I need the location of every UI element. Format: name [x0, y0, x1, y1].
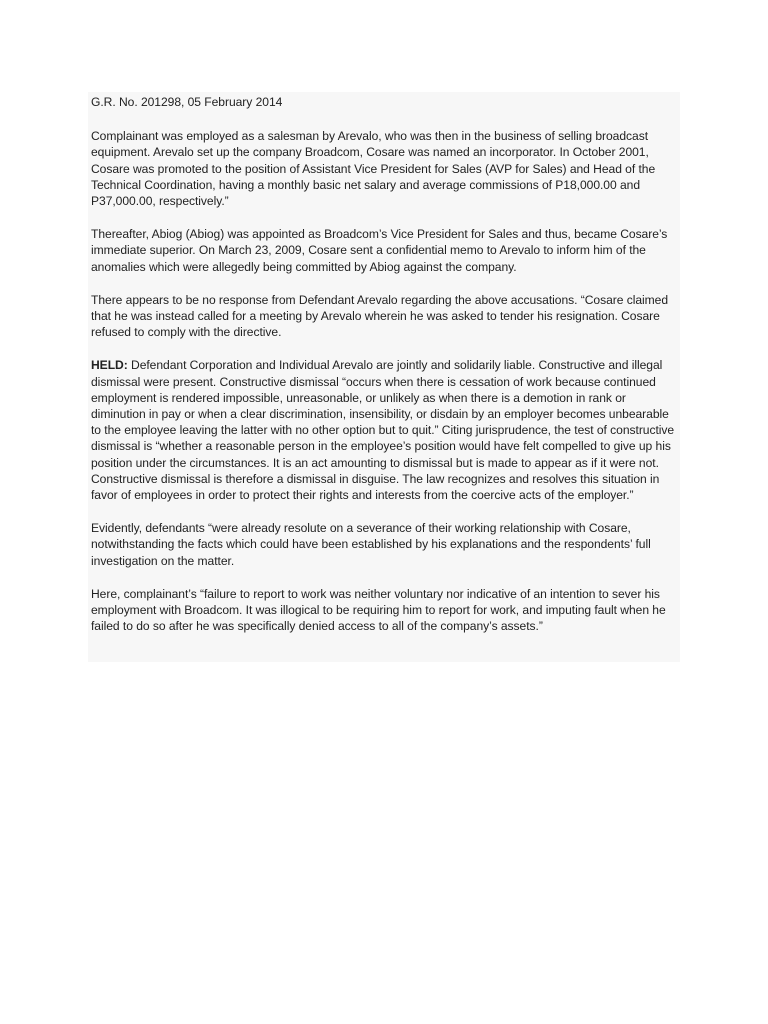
held-label: HELD: — [91, 358, 128, 373]
paragraph-held — [91, 357, 677, 503]
paragraph-evidently: Evidently, defendants “were already resolute on a severance of their working relationship with Cosare, notwithstanding the facts which could have been established by his explanations and the respondents’ full investigation on the matter. — [91, 521, 651, 568]
paragraph-facts-abiog: Thereafter, Abiog (Abiog) was appointed as Broadcom’s Vice President for Sales and thus, became Cosare’s immediate superior. On March 23, 2009, Cosare sent a confidential memo to Arevalo to inform him of the anomalies which were allegedly being committed by Abiog against the company. — [91, 227, 668, 274]
paragraph-failure-to-report: Here, complainant’s “failure to report to work was neither voluntary nor indicative of an intention to sever his employment with Broadcom. It was illogical to be requiring him to report for work, and imputing fault when he failed to do so after he was specifically denied access to all of the company’s assets.” — [91, 586, 666, 634]
paragraph-facts-resignation: There appears to be no response from Defendant Arevalo regarding the above accusations. “Cosare claimed that he was instead called for a meeting by Arevalo wherein he was asked to tender his resignation. Cosare refused to comply with the directive. — [91, 292, 669, 340]
held-text: Defendant Corporation and Individual Arevalo are jointly and solidarily liable. Constructive and illegal dismissal were present. Constructive dismissal “occurs when there is cessation of work because continued employment is rendered impossible, unreasonable, or unlikely as when there is a demotion in rank or diminution in pay or when a clear discrimination, insensibility, or disdain by an employer becomes unbearable to the employee leaving the latter with no other option but to quit.” Citing jurisprudence, the test of constructive dismissal is “whether a reasonable person in the employee’s position would have felt compelled to give up his position under the circumstances. It is an act amounting to dismissal but is made to appear as if it were not. Constructive dismissal is therefore a dismissal in disguise. The law recognizes and resolves this situation in favor of employees in order to protect their rights and interests from the coercive acts of the employer.” — [91, 358, 675, 503]
case-digest-text-block — [88, 92, 680, 662]
paragraph-facts-employment: Complainant was employed as a salesman by Arevalo, who was then in the business of selling broadcast equipment. Arevalo set up the company Broadcom, Cosare was named an incorporator. In October 2001, Cosare was promoted to the position of Assistant Vice President for Sales (AVP for Sales) and Head of the Technical Coordination, having a monthly basic net salary and average commissions of P18,000.00 and P37,000.00, respectively.” — [91, 129, 656, 209]
case-reference: G.R. No. 201298, 05 February 2014 — [91, 95, 283, 109]
